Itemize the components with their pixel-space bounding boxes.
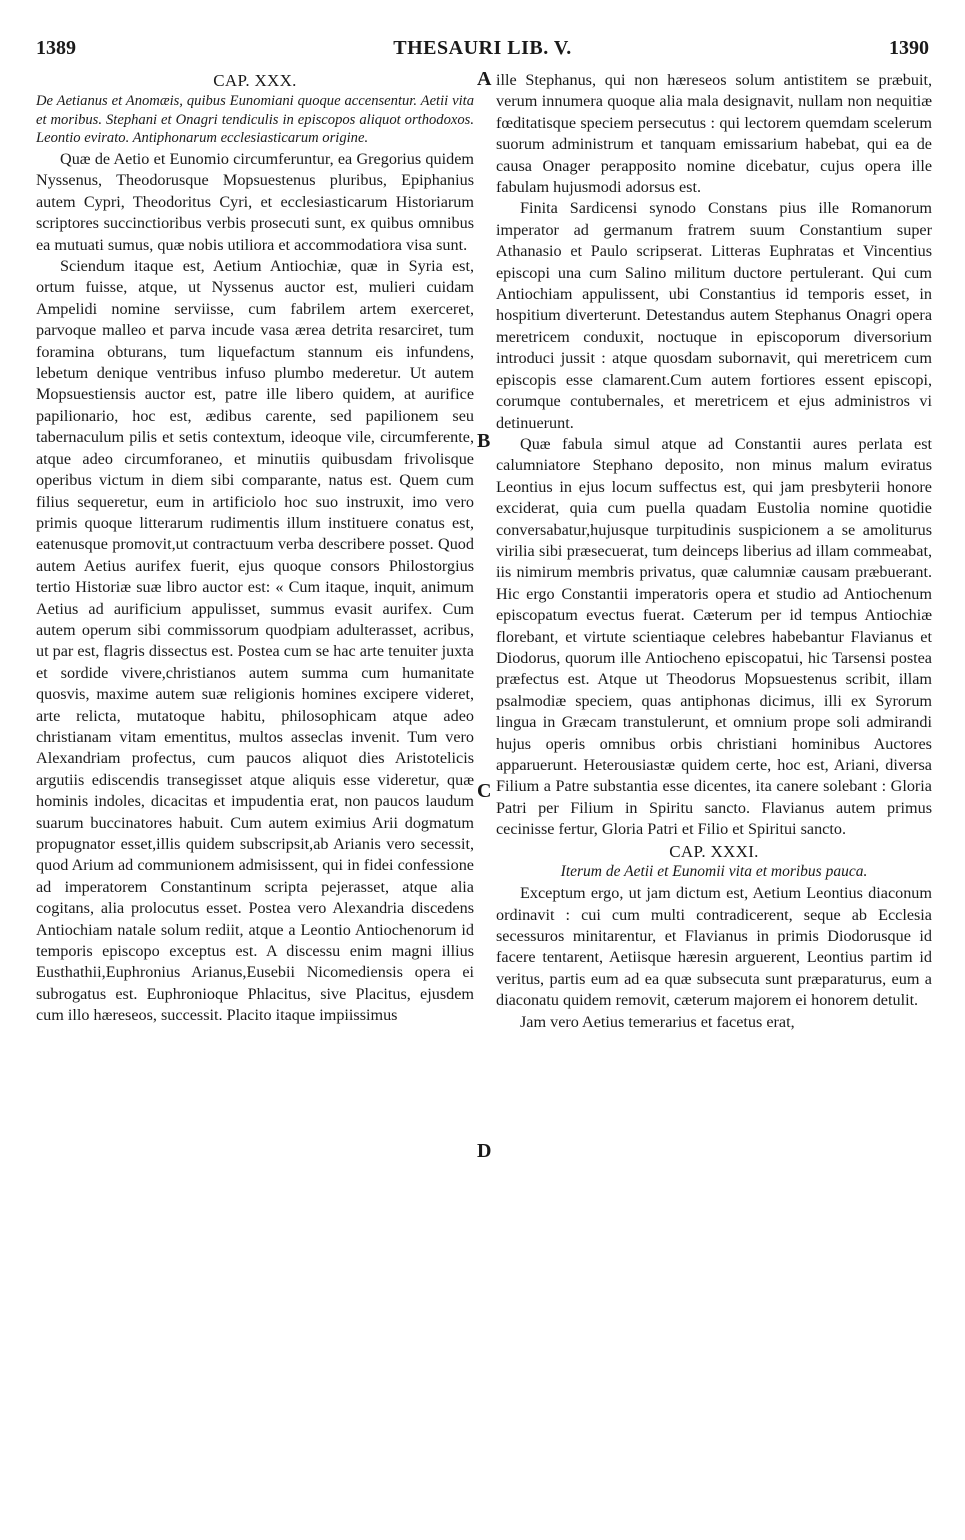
paragraph: Finita Sardicensi synodo Constans pius ille Romanorum imperator ad germanum fratrem suum Constantium super Athanasio et Paulo scripserat. Litteras Euphratas et Vincentius episcopi una cum Salino militum ductore pertulerant. Qui cum Antiochiam appulissent, ubi Constantius id temporis esset, in hospitium diverterunt. Detestandus autem Stephanus Onagri opera meretricem conduxit, noctuque in episcoporum diversorium introduci jussit : atque quosdam subornavit, qui meretricem cum episcopis esse clamarent.Cum autem fortiores essent episcopi, corumque contubernales, et meretricem et ejus administros vi detinuerunt.	[496, 199, 932, 432]
margin-letter-a: A	[477, 68, 492, 90]
page-number-right: 1390	[889, 37, 929, 59]
chapter-heading-30: CAP. XXX.	[213, 71, 297, 90]
right-column	[496, 70, 932, 1033]
paragraph: Exceptum ergo, ut jam dictum est, Aetium Leontius diaconum ordinavit : cui cum multi contradicerent, seque ab Ecclesia secessuros minitarentur, et Flavianus in primis Diodorusque id facere tentarent, Aetiisque hæresin arguerent, Leontius partim id veritus, partis eum ad ea quæ subsecuta sunt præparaturus, eum a diaconatu quidem removit, cæterum majorem ei honorem detulit.	[496, 884, 932, 1010]
margin-letter-d: D	[477, 1140, 492, 1162]
page-number-left: 1389	[36, 37, 76, 59]
chapter-summary-30: De Aetianus et Anomæis, quibus Eunomiani quoque accensentur. Aetii vita et moribus. Stephani et Onagri tendiculis in episcopos aliquot orthodoxos. Leontio evirato. Antiphonarum ecclesiasticarum origine.	[36, 93, 474, 146]
page-header	[0, 37, 965, 67]
margin-letter-b: B	[477, 430, 491, 452]
paragraph: Jam vero Aetius temerarius et facetus erat,	[520, 1012, 795, 1031]
running-title: THESAURI LIB. V.	[393, 37, 572, 59]
paragraph: Quæ fabula simul atque ad Constantii aures perlata est calumniatore Stephano deposito, non minus malum eviratus Leontius in ejus locum suffectus est, qui jam presbyterii honore exciderat, quia cum puella quadam Eustolia nomine quotidie conversabatur,hujusque turpitudinis suspicionem a se amoliturus virilia sibi præsecuerat, tum deinceps liberius ad illam commeabat, iis nimirum membris privatus, quæ calumniæ causam præbuerant. Hic ergo Constantii imperatoris opera et studio ad Antiochenum episcopatum evectus fuerat. Cæterum per id tempus Antiochiæ florebant, et virtute scientiaque celebres habebantur Flavianus et Diodorus, quorum ille Antiocheno episcopatui, hic Tarsensi postea præfectus est. Atque ut Theodorus Mopsuestenus scribit, illam psalmodiæ speciem, quas antiphonas dicimus, illi ex Syrorum lingua in Græcam transtulerunt, et omnium prope soli admirandi hujus operis omnibus orbis christiani hominibus Auctores apparuerunt. Heterousiastæ quidem certe, hoc est, Ariani, diversa Filium a Patre substantia esse dicentes, ita canere solebant : Gloria Patri per Filium in Spiritu sancto. Flavianus autem primus cecinisse fertur, Gloria Patri et Filio et Spiritui sancto.	[496, 434, 932, 839]
chapter-summary-31: Iterum de Aetii et Eunomii vita et moribus pauca.	[560, 863, 868, 881]
chapter-heading-31: CAP. XXXI.	[669, 841, 759, 861]
paragraph: Sciendum itaque est, Aetium Antiochiæ, quæ in Syria est, ortum fuisse, atque, ut Nyssenus auctor est, mulieri cuidam Ampelidi nomine serviisse, cum fabrilem artem exerceret, parvoque malleo et parva incude vasa ærea detrita resarciret, tum foramina obturans, tum liquefactum stannum eis infundens, lebetum denique ventribus infuso plumbo mederetur. Ut autem Mopsuestiensis auctor est, patre ille libero quidem, at aurifice papilionario, hoc est, ædibus carente, sed papilionem seu tabernaculum pilis et setis contextum, ideoque vile, circumferente, atque adeo circumforaneo, et minutiis quibusdam frivolisque operibus victum in diem sibi comparante, natus est. Quem cum filius sequeretur, eum in artificiolo hoc suo instruxit, imo vero primis quoque litterarum rudimentis illum instituere conatus est, eatenusque promovit,ut contractuum verba describere posset. Quod autem Aetius aurifex fuerit, ejus quoque consors Philostorgius tertio Historiæ suæ libro auctor est: « Cum itaque, inquit, animum Aetius ad aurificium appulisset, summus evasit aurifex. Cum autem operum sibi commissorum quodpiam adulterasset, acribus, ut par est, flagris dissectus est. Postea cum se hac arte tenuiter juxta et sordide vivere,christianos autem summa cum humanitate quosvis, maxime autem suæ religionis homines excipere videret, arte relicta, mutatoque habitu, philosophicam atque adeo christianam vitam ementitus, multos asseclas invenit. Tum vero Alexandriam profectus, cum paucos aliquot dies Aristotelicis argutiis ediscendis transegisset atque aliquis esse videretur, quæ hominis indoles, dicacitas et impudentia erat, non paucos laudum suarum buccinatores habuit. Cum autem eximius Arii dogmatum propugnator esset,illis quidem subscripsit,ab Arianis vero secessit, quod Arium ad communionem admisissent, qui in fidei confessione ad imperatorem Constantinum scripta pejerasset, atque alia cogitans, alia prolocutus esset. Postea vero Alexandria discedens Antiochiam natale solum rediit, atque a Leontio Antiochenorum id temporis episcopo exceptus est. A discessu enim magni illius Eusthathii,Euphronius Arianus,Eusebii Nicomediensis opera ei subrogatus est. Euphronioque Phlacitus, sive Placitus, ejusdem cum illo hæreseos, successit. Placito itaque impiissimus	[36, 257, 474, 1025]
left-column	[36, 70, 474, 1027]
margin-letter-c: C	[477, 780, 492, 802]
paragraph: Quæ de Aetio et Eunomio circumferuntur, ea Gregorius quidem Nyssenus, Theodorusque Mopsuestenus pluribus, Epiphanius autem Cypri, Theodoritus Cyri, et ecclesiasticarum Historiarum scriptores succinctioribus verbis prosecuti sunt, ex quibus omnibus ea mutuati sumus, quæ nobis utiliora et accommodatiora visa sunt.	[36, 150, 474, 254]
paragraph: ille Stephanus, qui non hæreseos solum antistitem se præbuit, verum innumera quoque alia mala designavit, nullam non nequitiæ fœditatisque speciem persecutus : qui lectorem quemdam scelerum suorum administrum et tanquam emissarium habebat, qui ea de causa Onager perapposito nomine dicebatur, cujus opera ille fabulam hujusmodi adorsus est.	[496, 71, 932, 197]
